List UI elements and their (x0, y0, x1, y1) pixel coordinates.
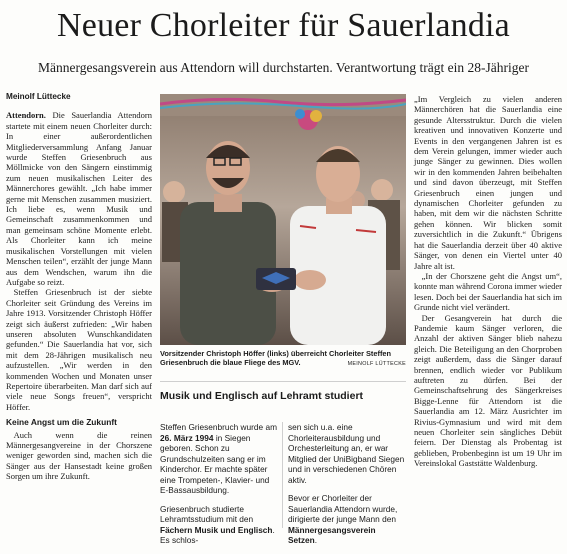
paragraph: „In der Chorszene geht die Angst um“, konnte man während Corona immer wieder lesen. Doch bei der Sauerlandia hat sich im Grunde nicht viel verändert. (414, 270, 562, 313)
section-heading: Keine Angst um die Zukunft (6, 417, 117, 428)
photo-credit: MEINOLF LÜTTECKE (347, 361, 406, 367)
paragraph: Steffen Griesenbruch ist der siebte Chorleiter seit Gründung des Vereins im Jahre 1913. Vorsitzender Christoph Höffer zeigt sich äußerst zufrieden: „Wir haben unseren absoluten Wunschkandidaten gefunden.“ Die Sauerlandia hat vor, sich mit dem 28-Jährigen musikalisch neu aufzustellen. „Wir werden in den kommenden Wochen und Monaten unser Repertoire überarbeiten. Man darf sich auf viele neue Songs freuen“, verspricht Höffer. (6, 287, 152, 412)
byline: Meinolf Lüttecke (6, 92, 71, 101)
paragraph: Steffen Griesenbruch wurde am 26. März 1994 in Siegen geboren. Schon zu Grundschulzeiten sang er im Kinderchor. Er machte später eine Trompeten-, Klavier- und E-Bassausbildung. (160, 422, 277, 495)
article-column-4 (414, 94, 562, 469)
article-column-3 (288, 422, 406, 554)
photo-chorleiter-handover (160, 94, 406, 345)
paragraph: sen sich u.a. eine Chorleiterausbildung und Orchesterleitung an, er war Mitglied der UniBigband Siegen und in verschiedenen Chören aktiv. (288, 422, 405, 485)
headline: Neuer Chorleiter für Sauerlandia (57, 7, 510, 44)
study-subjects: Fächern Musik und Englisch (160, 524, 273, 535)
article-column-1 (6, 92, 152, 482)
photo-caption (160, 349, 406, 369)
divider (160, 381, 406, 382)
sub-headline-music-english: Musik und Englisch auf Lehramt studiert (160, 390, 364, 402)
paragraph: Attendorn. Die Sauerlandia Attendorn startete mit einem neuen Chorleiter durch: In einer außerordentlichen Mitgliederversammlung Anfang Januar wurde Steffen Griesenbruch aus Möllmicke von den Sängern einstimmig zum neuen musikalischen Leiter des Männerchores gewählt. „Ich habe immer gerne mit Menschen zusammen musiziert. Ich liebe es, wenn Musik und Gemeinschaft zusammenkommen und man gemeinsam schöne Momente erlebt. Als Chorleiter kann ich meine musikalischen Vorstellungen mit vielen Menschen teilen“, erzählt der junge Mann aus dem Wendschen, warum ihn die Aufgabe so reizt. (6, 110, 153, 287)
paragraph: Auch wenn die reinen Männergesangvereine in der Chorszene weniger geworden sind, machen sich die Sänger aus der Hansestadt keine großen Sorgen um ihre Zukunft. (6, 429, 152, 482)
paragraph: Der Gesangverein hat durch die Pandemie kaum Sänger verloren, die Anzahl der aktiven Sänger blieb nahezu gleich. Die Beteiligung an den Chorproben zeigt außerdem, dass die Sänger darauf brennen, endlich wieder vor Publikum auftreten zu dürfen. Bei der Gemeinschaftsehrung des Sängerkreises Bigge-Lenne für Attendorn ist die Sauerlandia am 12. März Ausrichter im Rivius-Gymnasium und wird mit dem neuen Chorleiter sein sängliches Debüt feiern. Der Dienstag als Probentag ist geblieben, Probenbeginn ist um 19 Uhr im Vereinslokal Gaststätte Waldenburg. (414, 312, 562, 469)
subheadline: Männergesangsverein aus Attendorn will durchstarten. Verantwortung trägt ein 28-Jähriger (38, 60, 529, 75)
caption-text: Vorsitzender Christoph Höffer (links) überreicht Chorleiter Steffen Griesenbruch die blaue Fliege des MGV. (160, 349, 392, 367)
paragraph: „Im Vergleich zu vielen anderen Männerchören hat die Sauerlandia eine gesunde Altersstruktur. Durch die vielen kreativen und innovativen Konzerte und Events in den vergangenen Jahren ist es dem Verein gelungen, immer wieder auch junge Sänger zu gewinnen. Dies wollen wir in den kommenden Jahren beibehalten und sind davon überzeugt, mit Steffen Griesenbruch einen jungen und dynamischen Chorleiter gefunden zu haben, mit dem wir die nächsten Schritte gehen können. Wir blicken somit zuversichtlich in die Zukunft.“ Übrigens hat die Sauerlandia derzeit über 40 aktive Sänger, von denen ein Viertel unter 40 Jahre alt ist. (414, 94, 562, 271)
photo-illustration (160, 94, 406, 345)
divider (282, 422, 283, 528)
paragraph: Bevor er Chorleiter der Sauerlandia Attendorn wurde, dirigierte der junge Mann den Männergesangsverein Setzen. (288, 493, 398, 545)
paragraph: Griesenbruch studierte Lehramtsstudium mit den Fächern Musik und Englisch. Es schlos- (160, 503, 275, 545)
birth-date: 26. März 1994 (160, 432, 214, 443)
previous-choir: Männergesangsverein Setzen (288, 524, 376, 545)
dateline: Attendorn. (6, 110, 46, 121)
article-column-2 (160, 422, 278, 554)
